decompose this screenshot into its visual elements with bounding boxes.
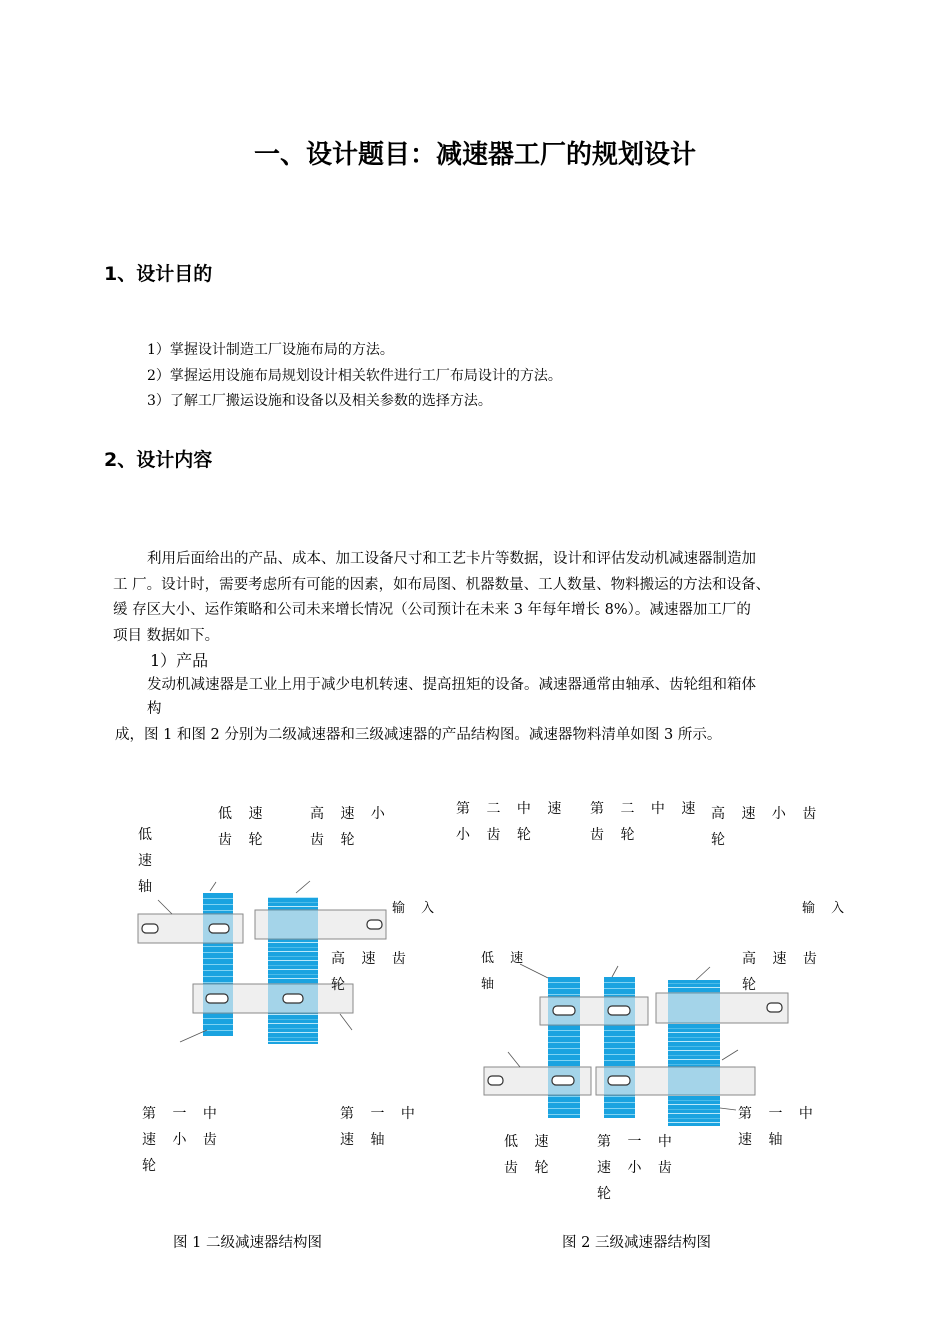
fig2-label-second-mid-gear: 第 二 中 速 齿 轮 (590, 801, 702, 843)
content-paragraph-line: 缓 存区大小、运作策略和公司未来增长情况（公司预计在未来 3 年每年增长 8%）。减速器加工厂的 (113, 602, 751, 618)
fig1-label-first-mid-pinion: 第 一 中 速 小 齿 轮 (142, 1106, 223, 1174)
fig2-label-low-speed-shaft: 低 速 轴 (481, 951, 530, 992)
fig2-label-first-mid-pinion: 第 一 中 速 小 齿 轮 (597, 1134, 678, 1202)
product-paragraph-line: 成，图 1 和图 2 分别为二级减速器和三级减速器的产品结构图。减速器物料清单如图 3 所示。 (115, 727, 722, 743)
fig1-label-low-speed-gear: 低 速 齿 轮 (218, 806, 269, 848)
purpose-item: 1）掌握设计制造工厂设施布局的方法。 (147, 342, 394, 358)
fig2-label-high-speed-gear: 高 速 齿 轮 (742, 951, 823, 993)
content-paragraph-line: 项目 数据如下。 (113, 628, 220, 644)
figure2-caption: 图 2 三级减速器结构图 (562, 1235, 711, 1251)
product-paragraph-line: 构 (147, 701, 162, 717)
product-subheading: 1）产品 (150, 651, 209, 670)
product-paragraph-line: 发动机减速器是工业上用于减少电机转速、提高扭矩的设备。减速器通常由轴承、齿轮组和箱体 (147, 677, 756, 693)
fig1-label-high-speed-pinion: 高 速 小 齿 轮 (310, 806, 391, 848)
figure1-caption: 图 1 二级减速器结构图 (173, 1235, 322, 1251)
fig1-label-first-mid-shaft: 第 一 中 速 轴 (340, 1106, 421, 1148)
purpose-item: 3）了解工厂搬运设施和设备以及相关参数的选择方法。 (147, 393, 492, 409)
fig1-label-high-speed-gear: 高 速 齿 轮 (331, 951, 412, 993)
content-paragraph-line: 利用后面给出的产品、成本、加工设备尺寸和工艺卡片等数据，设计和评估发动机减速器制造加 (147, 551, 756, 567)
fig2-label-first-mid-shaft: 第 一 中 速 轴 (738, 1106, 819, 1148)
fig2-label-high-speed-pinion: 高 速 小 齿 轮 (711, 806, 823, 848)
section-heading-content: 2、设计内容 (104, 449, 213, 471)
fig2-label-low-speed-gear: 低 速 齿 轮 (504, 1134, 555, 1176)
purpose-item: 2）掌握运用设施布局规划设计相关软件进行工厂布局设计的方法。 (147, 368, 562, 384)
fig2-label-input: 输 入 (802, 901, 851, 916)
page-title: 一、设计题目：减速器工厂的规划设计 (253, 140, 696, 170)
fig2-label-second-mid-pinion: 第 二 中 速 小 齿 轮 (456, 801, 568, 843)
fig1-label-input: 输 入 (392, 901, 441, 916)
section-heading-purpose: 1、设计目的 (104, 263, 213, 285)
content-paragraph-line: 工 厂。设计时，需要考虑所有可能的因素，如布局图、机器数量、工人数量、物料搬运的方法和设备、 (113, 577, 771, 593)
fig1-label-low-speed-shaft: 低 速 轴 (138, 827, 158, 895)
